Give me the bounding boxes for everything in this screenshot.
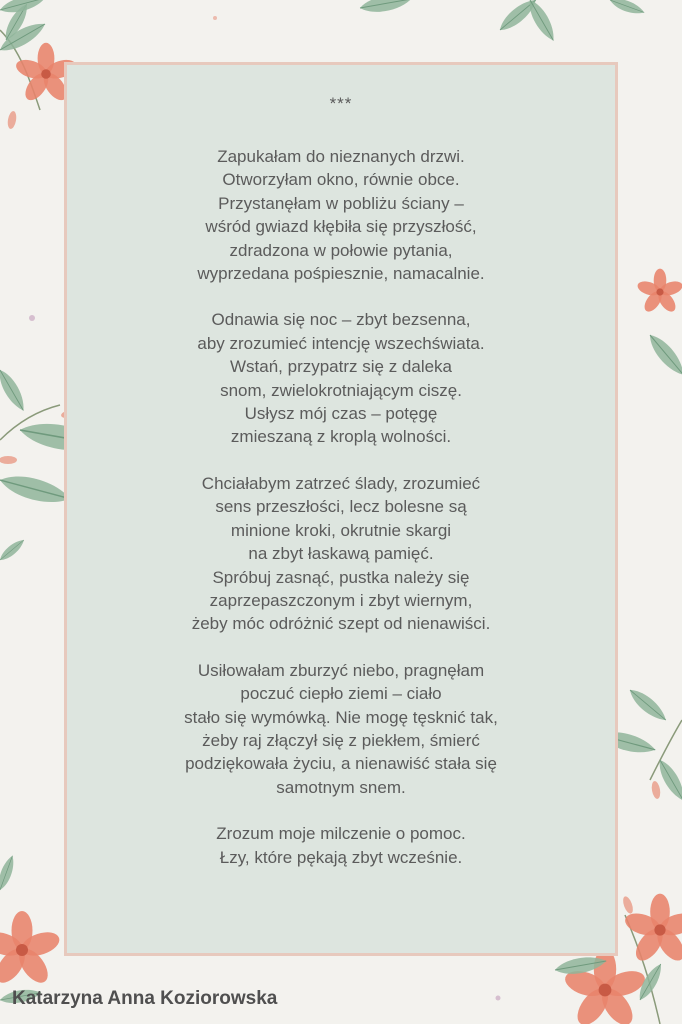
poem-line: Otworzyłam okno, równie obce. (222, 170, 460, 190)
leaves-top-center (359, 0, 646, 44)
poem-line: zdradzona w połowie pytania, (229, 240, 453, 260)
poem-line: Usiłowałam zburzyć niebo, pragnęłam (197, 660, 485, 680)
author-name: Katarzyna Anna Koziorowska (12, 988, 278, 1009)
poem-line: żeby móc odróżnić szept od nienawiści. (191, 614, 491, 634)
poem-line: wyprzedana pośpiesznie, namacalnie. (197, 264, 485, 284)
poem-line: stało się wymówką. Nie mogę tęsknić tak, (184, 707, 498, 727)
poem-line: zaprzepaszczonym i zbyt wiernym, (209, 590, 473, 610)
poem-line: aby zrozumieć intencję wszechświata. (197, 333, 485, 353)
poem-line: Chciałabym zatrzeć ślady, zrozumieć (201, 473, 481, 493)
poem-marker: *** (329, 94, 353, 113)
poem-line: Spróbuj zasnąć, pustka należy się (212, 567, 470, 587)
poem-line: zmieszaną z kroplą wolności. (230, 427, 452, 447)
poem-line: minione kroki, okrutnie skargi (230, 520, 452, 540)
flower-right-upper (636, 269, 682, 380)
poem-stanza (64, 659, 618, 799)
poem-line: sens przeszłości, lecz bolesne są (215, 497, 467, 517)
poem-stanza (64, 145, 618, 285)
poem-line: Odnawia się noc – zbyt bezsenna, (211, 310, 471, 330)
poem-line: Zrozum moje milczenie o pomoc. (216, 824, 466, 844)
poem-line: Usłysz mój czas – potęgę (244, 404, 438, 424)
poem-line: snom, zwielokrotniającym ciszę. (220, 380, 462, 400)
poem-stanzas (64, 145, 618, 869)
poem-text (64, 92, 618, 892)
flower-bottom-left (0, 854, 62, 1006)
poem-line: żeby raj złączył się z piekłem, śmierć (202, 730, 480, 750)
poem-line: Łzy, które pękają zbyt wcześnie. (219, 847, 463, 867)
poem-line: Wstań, przypatrz się z daleka (229, 357, 453, 377)
poem-line: podziękowała życiu, a nienawiść stała się (185, 754, 497, 774)
poem-line: samotnym snem. (276, 777, 406, 797)
poem-stanza (64, 822, 618, 869)
poem-stanza (64, 308, 618, 448)
poem-line: na zbyt łaskawą pamięć. (248, 544, 434, 564)
poem-stanza (64, 472, 618, 636)
poem-line: Zapukałam do nieznanych drzwi. (217, 147, 465, 166)
poem-line: poczuć ciepło ziemi – ciało (240, 684, 442, 704)
poem-line: Przystanęłam w pobliżu ściany – (218, 193, 464, 213)
poem-line: wśród gwiazd kłębiła się przyszłość, (205, 217, 477, 237)
